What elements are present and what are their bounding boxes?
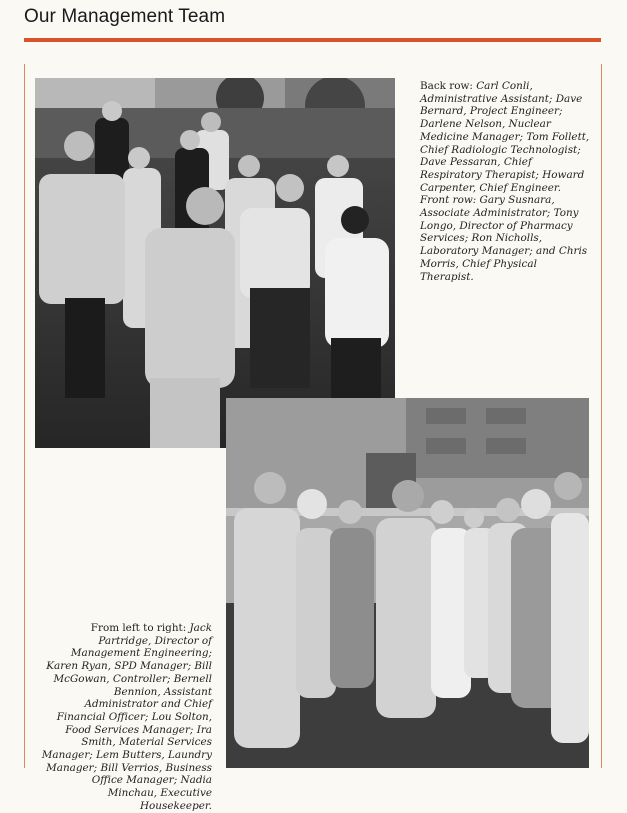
- bottom-caption-text: Jack Partridge, Director of Management Engineering; Karen Ryan, SPD Manager; Bill McGowan, Controller; Bernell Bennion, Assistant Administrator and Chief Financial Officer; Lou Solton, Food Services Manager; Ira Smith, Material Services Manager; Lem Butters, Laundry Manager; Bill Verrios, Business Office Manager; Nadia Minchau, Executive Housekeeper.: [41, 622, 212, 812]
- right-column-rule: [601, 64, 602, 768]
- management-team-photo-building: [226, 398, 589, 768]
- management-team-photo-outdoor-lawn: [35, 78, 395, 448]
- bottom-photo-caption: [40, 622, 212, 813]
- top-photo-caption: [420, 80, 592, 283]
- top-caption-text: Carl Conli, Administrative Assistant; Dave Bernard, Project Engineer; Darlene Nelson, Nuclear Medicine Manager; Tom Follett, Chief Radiologic Technologist; Dave Pessaran, Chief Respiratory Therapist; Howard Carpenter, Chief Engineer. Front row: Gary Susnara, Associate Administrator; Tony Longo, Director of Pharmacy Services; Ron Nicholls, Laboratory Manager; and Chris Morris, Chief Physical Therapist.: [420, 80, 590, 283]
- page-title: Our Management Team: [24, 6, 226, 27]
- left-column-rule: [24, 64, 25, 768]
- top-caption-lead: Back row:: [420, 80, 473, 92]
- title-rule: [24, 38, 601, 42]
- bottom-caption-lead: From left to right:: [90, 622, 187, 634]
